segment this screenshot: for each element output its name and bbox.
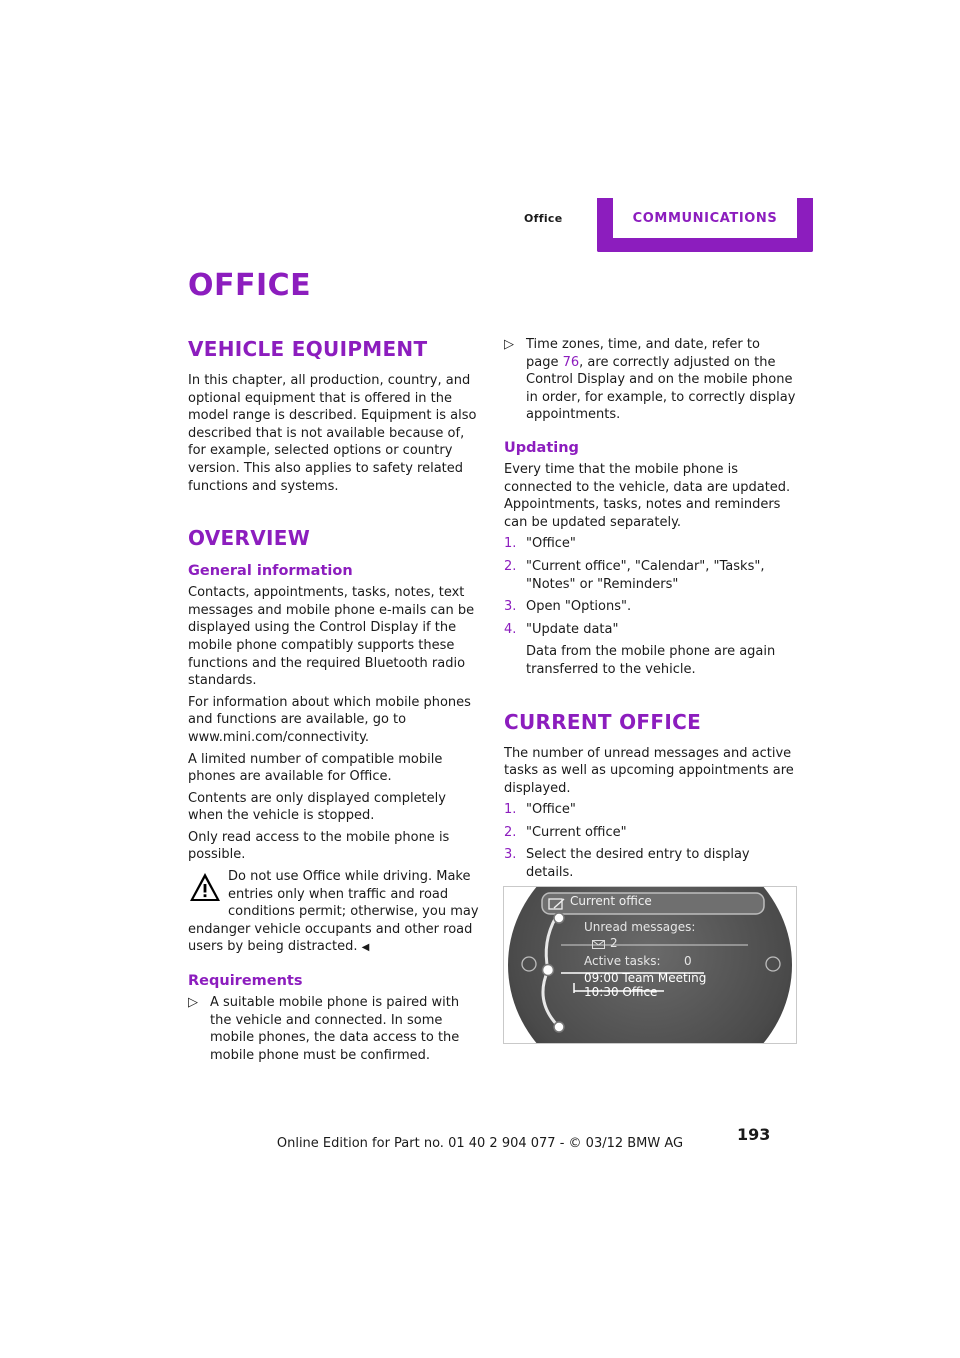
active-tasks-label: Active tasks: — [584, 954, 661, 968]
chapter-tab-label: COMMUNICATIONS — [632, 211, 778, 226]
warning-text: Do not use Office while driving. Make entries only when traffic and road conditions permit; otherwise, you may endanger vehicle occupants and other road users by being distracted. — [188, 869, 479, 955]
heading-overview: OVERVIEW — [188, 526, 311, 551]
requirement-text: Time zones, time, and date, refer to page 76, are correctly adjusted on the Control Display and on the mobile phone in order, for example, to correctly display appointments. — [526, 337, 796, 423]
general-paragraph-2: For information about which mobile phones and functions are available, go to www.mini.com/connectivity. — [188, 694, 471, 745]
footer-edition-note: Online Edition for Part no. 01 40 2 904 077 - © 03/12 BMW AG — [276, 1136, 684, 1151]
step-item — [504, 621, 796, 639]
updating-note: Data from the mobile phone are again transferred to the vehicle. — [526, 644, 776, 677]
step-text: "Update data" — [526, 621, 619, 637]
header-chapter-tab — [597, 198, 813, 252]
step-item — [504, 846, 796, 881]
step-number: 1. — [504, 536, 517, 552]
unread-messages-label: Unread messages: — [584, 920, 696, 934]
active-tasks-count: 0 — [684, 954, 692, 968]
heading-vehicle-equipment: VEHICLE EQUIPMENT — [188, 337, 428, 361]
screen-title: Current office — [570, 894, 652, 908]
general-paragraph-4: Contents are only displayed completely when the vehicle is stopped. — [188, 790, 446, 824]
appointment-item: 09:00 Team Meeting — [584, 971, 707, 985]
general-paragraph-5: Only read access to the mobile phone is possible. — [188, 829, 450, 863]
current-office-steps — [504, 801, 796, 881]
vehicle-equipment-text: In this chapter, all production, country, and optional equipment that is offered in the model range is described. Equipment is also described that is not available because of, for example, selected options or country version. This also applies to safety related functions and systems. — [188, 373, 477, 494]
page-title: OFFICE — [188, 268, 312, 303]
step-number: 3. — [504, 599, 517, 615]
requirement-text: A suitable mobile phone is paired with the vehicle and connected. In some mobile phones, the data access to the mobile phone must be confirmed. — [210, 995, 460, 1063]
office-notepad-icon — [548, 897, 566, 911]
step-item — [504, 535, 796, 553]
step-text: "Current office", "Calendar", "Tasks", "Notes" or "Reminders" — [526, 558, 765, 592]
step-text: "Current office" — [526, 824, 627, 840]
warning-triangle-icon — [188, 870, 222, 904]
step-text: "Office" — [526, 536, 576, 552]
heading-updating: Updating — [504, 439, 579, 456]
step-number: 3. — [504, 847, 517, 863]
left-column — [188, 336, 480, 1068]
appointment-item: 10:30 Office — [584, 985, 658, 999]
requirement-item — [504, 336, 796, 424]
step-number: 1. — [504, 802, 517, 818]
right-column — [504, 336, 796, 887]
header-section-label: Office — [524, 212, 563, 225]
step-item — [504, 558, 796, 593]
heading-general-information: General information — [188, 563, 353, 580]
safety-warning — [188, 868, 480, 957]
heading-requirements: Requirements — [188, 973, 303, 990]
updating-text: Every time that the mobile phone is connected to the vehicle, data are updated. Appointments, tasks, notes and reminders can be updated separately. — [504, 461, 791, 530]
step-item — [504, 801, 796, 819]
general-paragraph-3: A limited number of compatible mobile phones are available for Office. — [188, 751, 443, 785]
step-number: 2. — [504, 824, 517, 840]
updating-steps — [504, 535, 796, 638]
requirement-item — [188, 994, 480, 1064]
bullet-mark: ▷ — [188, 995, 198, 1011]
step-text: "Office" — [526, 802, 576, 818]
current-office-text: The number of unread messages and active tasks as well as upcoming appointments are displayed. — [504, 745, 794, 796]
heading-current-office: CURRENT OFFICE — [504, 709, 702, 734]
step-text: Select the desired entry to display details. — [526, 847, 750, 881]
warning-end-mark: ◀ — [361, 942, 370, 954]
page-link[interactable]: 76 — [562, 354, 580, 370]
step-item — [504, 598, 796, 616]
general-paragraph-1: Contacts, appointments, tasks, notes, text messages and mobile phone e-mails can be displayed using the Control Display if the mobile phone compatibly supports these functions and the required Bluetooth radio standards. — [188, 585, 475, 689]
unread-messages-count: 2 — [610, 936, 618, 950]
step-text: Open "Options". — [526, 599, 632, 615]
step-number: 4. — [504, 621, 517, 637]
bullet-mark: ▷ — [504, 337, 514, 352]
envelope-icon — [592, 940, 605, 949]
step-number: 2. — [504, 558, 517, 574]
page-number: 193 — [737, 1125, 771, 1144]
control-display-screenshot — [503, 886, 797, 1044]
step-item — [504, 824, 796, 842]
